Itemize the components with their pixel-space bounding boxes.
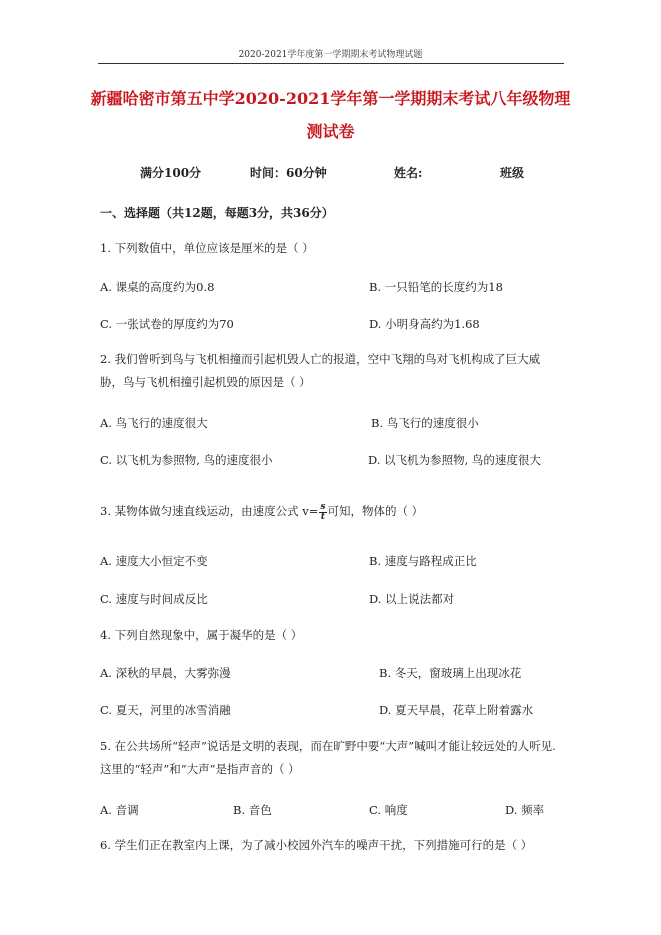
question-2-option-b: B. 鸟飞行的速度很小 <box>371 416 479 430</box>
question-5-option-d: D. 频率 <box>505 803 545 817</box>
question-4-option-d: D. 夏天早晨，花草上附着露水 <box>379 703 534 717</box>
question-3-option-a: A. 速度大小恒定不变 <box>100 554 208 568</box>
question-4-option-c: C. 夏天，河里的冰雪消融 <box>100 703 231 717</box>
name-field-label: 姓名: <box>394 166 423 180</box>
question-3-option-c: C. 速度与时间成反比 <box>100 592 208 606</box>
question-6-stem: 6. 学生们正在教室内上课，为了减小校园外汽车的噪声干扰，下列措施可行的是（ ） <box>100 838 533 852</box>
question-2-option-a: A. 鸟飞行的速度很大 <box>100 416 208 430</box>
question-3-stem <box>100 498 423 524</box>
question-3-stem-end: 可知，物体的（ ） <box>327 504 424 518</box>
question-1-option-c: C. 一张试卷的厚度约为70 <box>100 317 234 331</box>
question-3-stem-start: 3. 某物体做匀速直线运动，由速度公式 v= <box>100 504 319 518</box>
question-5-option-c: C. 响度 <box>369 803 408 817</box>
question-5-option-b: B. 音色 <box>233 803 272 817</box>
question-1-option-a: A. 课桌的高度约为0.8 <box>100 280 215 294</box>
question-1-option-d: D. 小明身高约为1.68 <box>369 317 480 331</box>
formula-denominator: t <box>320 511 326 522</box>
section-heading: 一、选择题（共12题，每题3分，共36分） <box>100 206 334 220</box>
question-1-option-b: B. 一只铅笔的长度约为18 <box>369 280 503 294</box>
question-3-option-d: D. 以上说法都对 <box>369 592 455 606</box>
question-3-option-b: B. 速度与路程成正比 <box>369 554 477 568</box>
question-2-stem: 2. 我们曾听到鸟与飞机相撞而引起机毁人亡的报道，空中飞翔的鸟对飞机构成了巨大威胁，鸟与飞机相撞引起机毁的原因是（ ） <box>100 352 541 389</box>
question-5-stem: 5. 在公共场所“轻声”说话是文明的表现，而在旷野中要“大声”喊叫才能让较远处的人听见. 这里的“轻声”和“大声”是指声音的（ ） <box>100 739 556 776</box>
header-rule <box>98 63 564 64</box>
question-2-option-d: D. 以飞机为参照物, 鸟的速度很大 <box>368 453 541 467</box>
question-4-option-a: A. 深秋的早晨，大雾弥漫 <box>100 666 231 680</box>
running-header: 2020-2021学年度第一学期期末考试物理试题 <box>238 50 423 60</box>
time-limit: 时间：60分钟 <box>250 166 327 180</box>
speed-formula <box>319 503 326 522</box>
question-5-option-a: A. 音调 <box>100 803 139 817</box>
question-1-stem: 1. 下列数值中，单位应该是厘米的是（ ） <box>100 241 314 255</box>
question-4-option-b: B. 冬天，窗玻璃上出现冰花 <box>379 666 522 680</box>
question-4-stem: 4. 下列自然现象中，属于凝华的是（ ） <box>100 628 303 642</box>
exam-title-line2: 测试卷 <box>306 122 355 141</box>
question-2-option-c: C. 以飞机为参照物, 鸟的速度很小 <box>100 453 273 467</box>
full-score: 满分100分 <box>140 166 202 180</box>
class-field-label: 班级 <box>500 166 525 180</box>
exam-title-line1: 新疆哈密市第五中学2020-2021学年第一学期期末考试八年级物理 <box>90 89 571 108</box>
formula-numerator: s <box>320 501 326 512</box>
